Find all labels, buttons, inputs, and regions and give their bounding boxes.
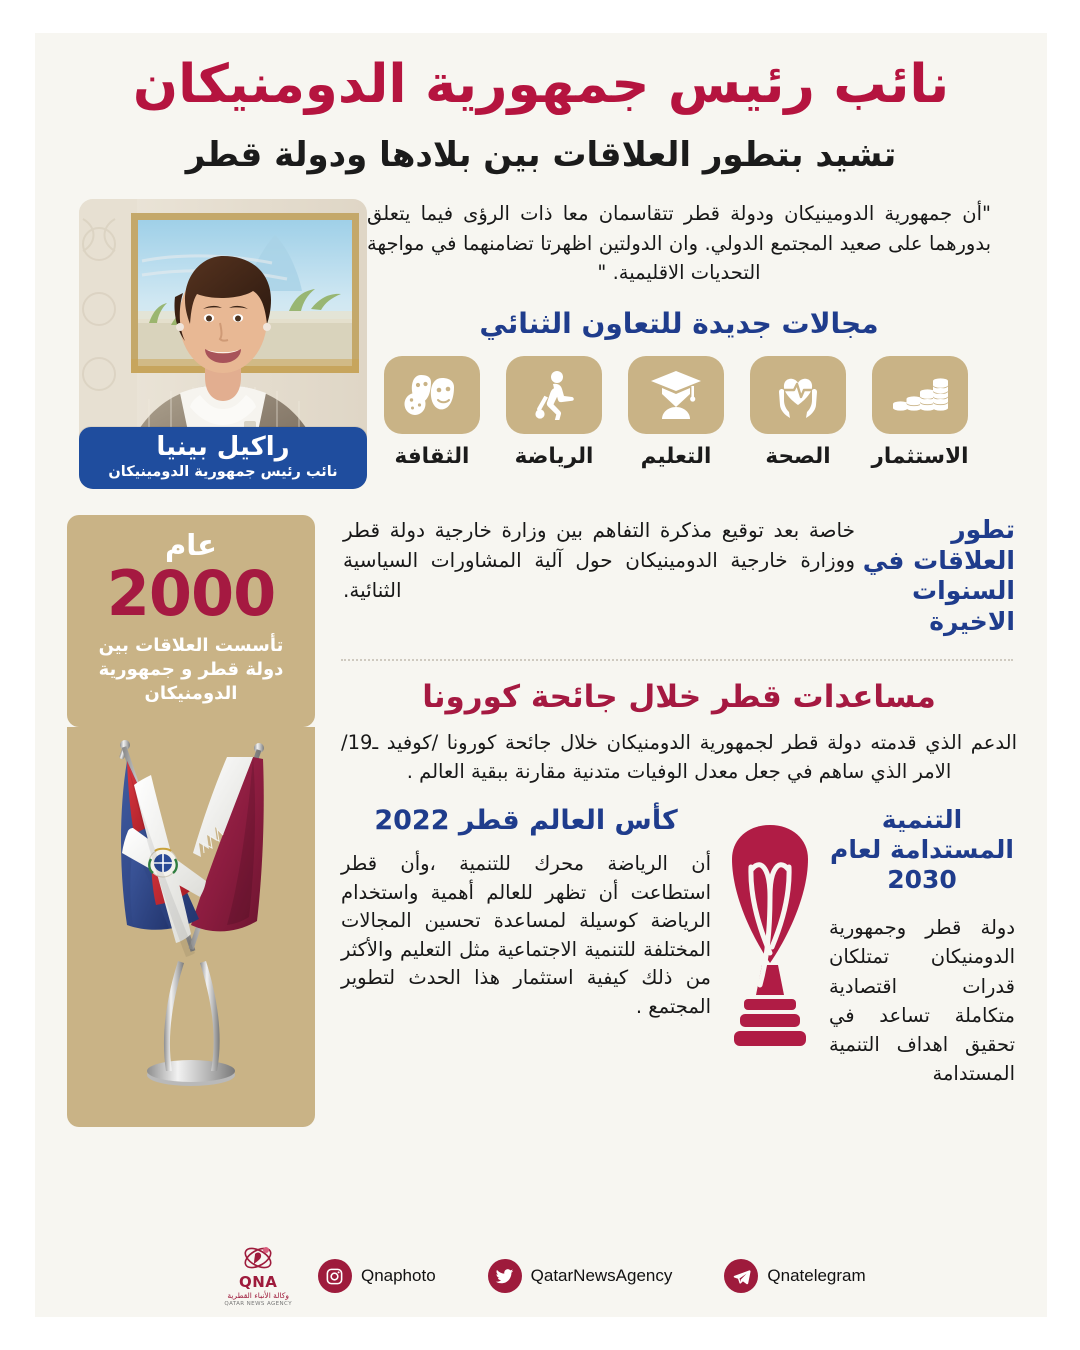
year-number: 2000 xyxy=(106,557,276,631)
health-heart-hands-icon xyxy=(750,356,846,434)
qna-acronym: QNA xyxy=(238,1272,278,1291)
world-cup-trophy-icon xyxy=(711,805,829,1089)
qna-english: QATAR NEWS AGENCY xyxy=(224,1301,292,1308)
relations-heading: تطور العلاقات في السنوات الاخيرة xyxy=(862,515,1015,636)
education-graduate-icon xyxy=(628,356,724,434)
quote-and-cooperation xyxy=(367,199,1017,489)
cooperation-icons xyxy=(373,356,979,469)
cooperation-label: التعليم xyxy=(640,444,712,470)
world-cup-title: كأس العالم قطر 2022 xyxy=(374,805,678,837)
qna-logo xyxy=(224,1245,292,1307)
corona-block xyxy=(329,679,1047,787)
cooperation-label: الاستثمار xyxy=(871,444,969,470)
social-handle: QatarNewsAgency xyxy=(530,1266,673,1285)
year-label: عام xyxy=(165,528,217,563)
cooperation-item-culture xyxy=(373,356,491,469)
relations-block xyxy=(329,515,1047,637)
section-divider xyxy=(341,659,1013,661)
qna-atom-icon xyxy=(237,1245,279,1271)
sustainable-body: دولة قطر وجمهورية الدومنيكان تمتلكان قدرات اقتصادية متكاملة تساعد في تحقيق اهداف التنمية المستدامة xyxy=(829,916,1015,1086)
cooperation-item-sports xyxy=(495,356,613,469)
social-twitter[interactable] xyxy=(488,1259,673,1293)
cooperation-title: مجالات جديدة للتعاون الثنائي xyxy=(479,307,879,341)
cooperation-label: الثقافة xyxy=(394,444,470,470)
portrait-name: راكيل بينيا xyxy=(156,432,290,463)
middle-left xyxy=(321,515,1047,1126)
relations-body: خاصة بعد توقيع مذكرة التفاهم بين وزارة خارجية دولة قطر ووزارة خارجية الدومينيكان حول آلية المشاورات السياسية الثنائية. xyxy=(343,518,855,603)
telegram-icon xyxy=(724,1259,758,1293)
qna-arabic: وكالة الأنباء القطرية xyxy=(227,1290,289,1300)
sports-football-icon xyxy=(506,356,602,434)
cooperation-item-investment xyxy=(861,356,979,469)
cooperation-item-health xyxy=(739,356,857,469)
page-subtitle: تشيد بتطور العلاقات بين بلادها ودولة قطر xyxy=(185,135,897,176)
portrait-photo-wrap xyxy=(79,199,367,489)
sustainable-block xyxy=(829,805,1021,1089)
sustainable-title: التنمية المستدامة لعام 2030 xyxy=(830,805,1014,895)
quote-text: "أن جمهورية الدومينيكان ودولة قطر تتقاسمان معا ذات الرؤى فيما يتعلق بدورهما على صعيد المجتمع الدولي. وان الدولتين اظهرتا تضامنهما في مواجهة التحديات الاقليمية. " xyxy=(367,202,991,284)
world-cup-block xyxy=(341,805,711,1089)
middle-section xyxy=(35,515,1047,1126)
social-handle: Qnatelegram xyxy=(767,1266,866,1285)
culture-masks-icon xyxy=(384,356,480,434)
flags-illustration xyxy=(67,727,315,1127)
flags-svg xyxy=(67,727,315,1127)
investment-coins-icon xyxy=(872,356,968,434)
footer xyxy=(35,1241,1047,1311)
portrait-role: نائب رئيس جمهورية الدومينيكان xyxy=(108,463,338,480)
top-section xyxy=(35,199,1047,489)
corona-title: مساعدات قطر خلال جائحة كورونا xyxy=(422,679,936,716)
social-telegram[interactable] xyxy=(724,1259,865,1293)
portrait-column xyxy=(67,199,367,489)
page-title: نائب رئيس جمهورية الدومنيكان xyxy=(132,54,950,115)
year-column xyxy=(67,515,315,1126)
corona-body: الدعم الذي قدمته دولة قطر لجمهورية الدومنيكان خلال جائحة كورونا /كوفيد ـ19/ الامر الذي ساهم في جعل معدل الوفيات متدنية مقارنة ببقية العالم . xyxy=(341,731,1017,784)
year-card xyxy=(67,515,315,726)
infographic-canvas xyxy=(35,33,1047,1317)
cooperation-label: الصحة xyxy=(765,444,831,470)
cooperation-label: الرياضة xyxy=(514,444,594,470)
year-caption: تأسست العلاقات بين دولة قطر و جمهورية الدومنيكان xyxy=(98,634,284,705)
world-cup-body: أن الرياضة محرك للتنمية ،وأن قطر استطاعت أن تظهر للعالم أهمية واستخدام الرياضة كوسيلة لمساعدة تحسين المجالات المختلفة للتنمية الاجتماعية مثل التعليم والأكثر من ذلك كيفية استثمار هذا الحدث لتطوير المجتمع . xyxy=(341,852,711,1018)
cooperation-item-education xyxy=(617,356,735,469)
twitter-icon xyxy=(488,1259,522,1293)
instagram-icon xyxy=(318,1259,352,1293)
portrait-caption xyxy=(79,427,367,489)
header xyxy=(35,33,1047,175)
social-handle: Qnaphoto xyxy=(360,1266,436,1285)
bottom-columns xyxy=(329,805,1047,1089)
social-instagram[interactable] xyxy=(318,1259,436,1293)
